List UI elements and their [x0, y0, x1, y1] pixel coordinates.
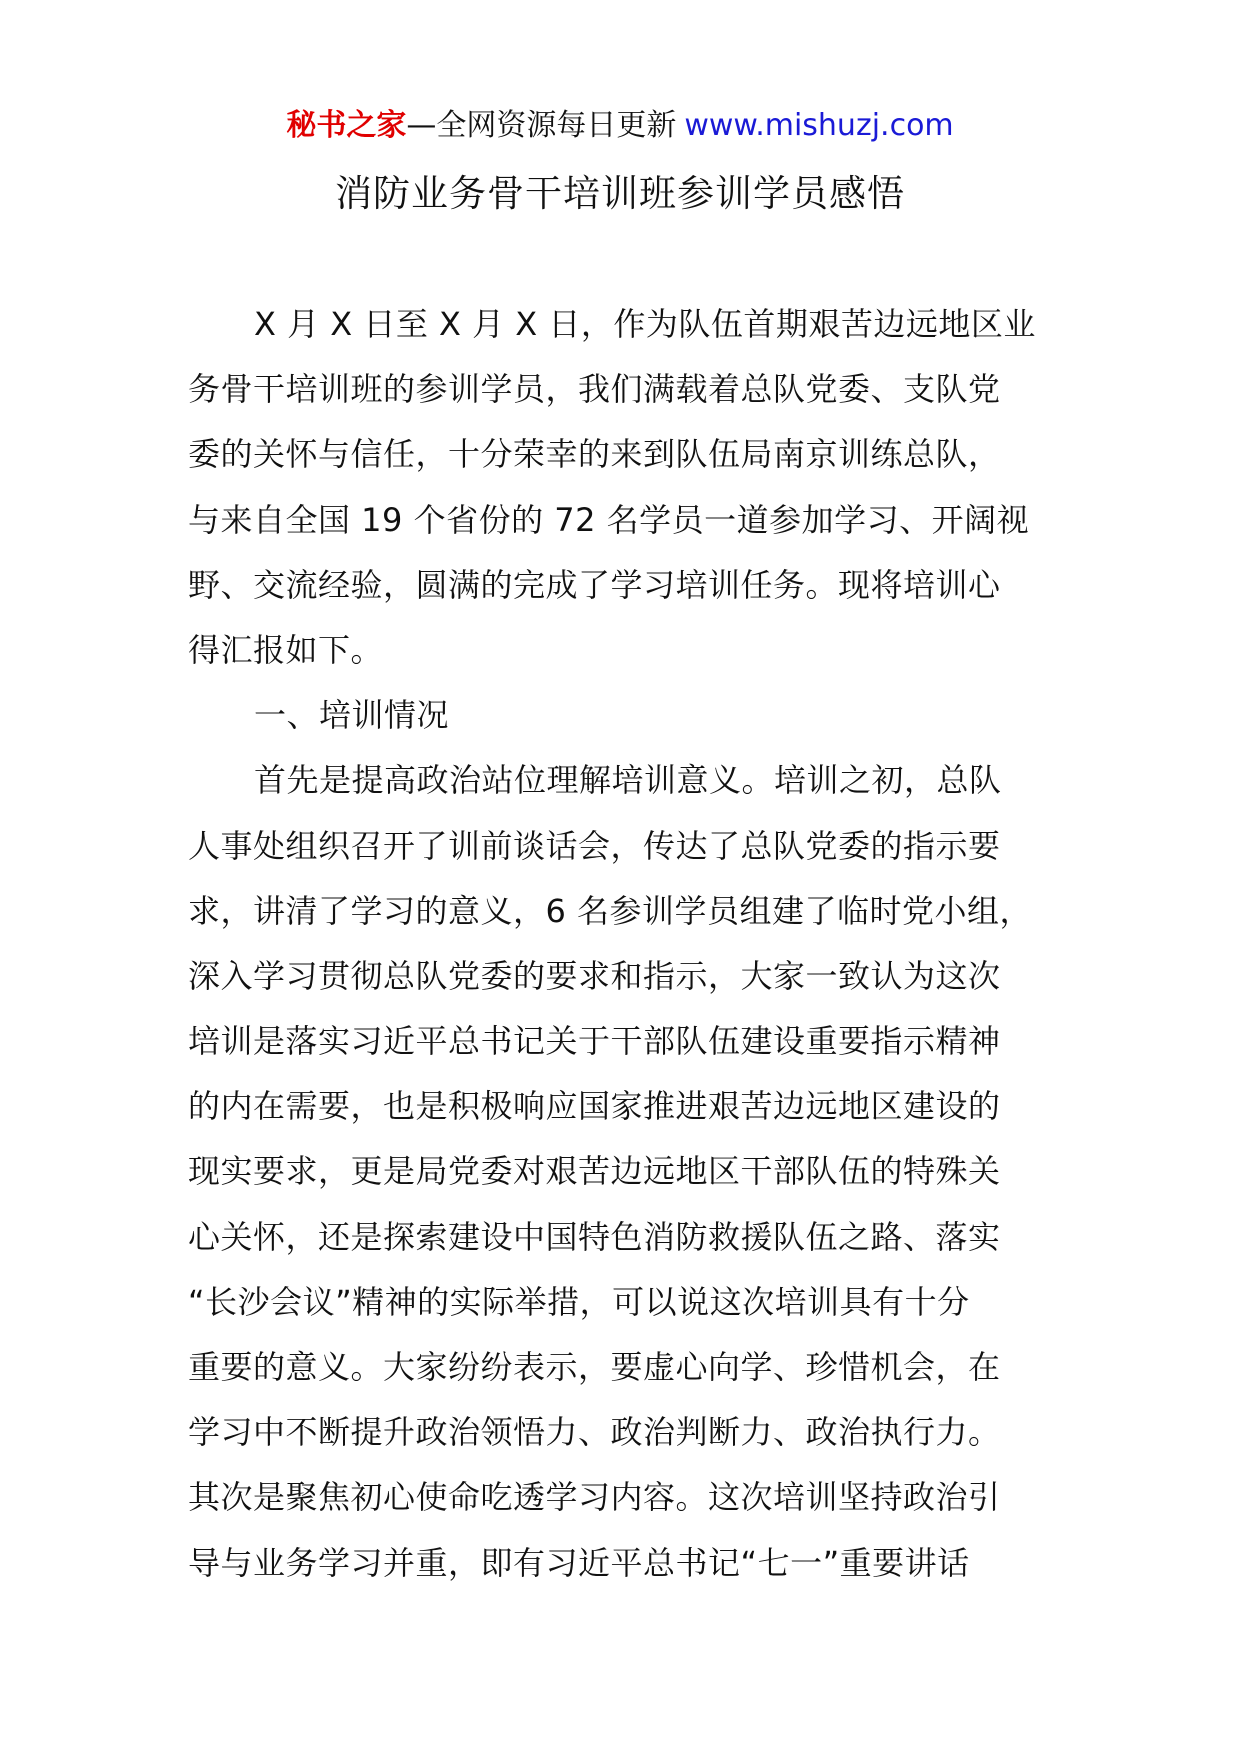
body-line: 委的关怀与信任，十分荣幸的来到队伍局南京训练总队，: [188, 435, 1001, 474]
brand-name: 秘书之家: [286, 108, 407, 143]
site-slogan: —全网资源每日更新: [406, 108, 677, 143]
body-line: 其次是聚焦初心使命吃透学习内容。这次培训坚持政治引: [188, 1478, 1001, 1517]
body-line: 深入学习贯彻总队党委的要求和指示，大家一致认为这次: [188, 956, 1001, 995]
body-line: 心关怀，还是探索建设中国特色消防救援队伍之路、落实: [188, 1217, 1001, 1256]
body-line: 人事处组织召开了训前谈话会，传达了总队党委的指示要: [188, 826, 1001, 865]
body-line: 的内在需要，也是积极响应国家推进艰苦边远地区建设的: [188, 1087, 1001, 1126]
body-line: 导与业务学习并重，即有习近平总书记“七一”重要讲话: [188, 1543, 970, 1582]
site-url-link[interactable]: www.mishuzj.com: [684, 108, 954, 143]
body-line: 与来自全国 19 个省份的 72 名学员一道参加学习、开阔视: [188, 500, 1030, 539]
body-line: 首先是提高政治站位理解培训意义。培训之初，总队: [254, 761, 1002, 800]
section-heading: 一、培训情况: [254, 696, 450, 735]
body-line: X 月 X 日至 X 月 X 日，作为队伍首期艰苦边远地区业: [254, 305, 1036, 343]
site-header: [0, 104, 1240, 148]
body-line: “长沙会议”精神的实际举措，可以说这次培训具有十分: [188, 1282, 970, 1321]
body-line: 学习中不断提升政治领悟力、政治判断力、政治执行力。: [188, 1413, 1001, 1452]
body-line: 求，讲清了学习的意义，6 名参训学员组建了临时党小组，: [188, 891, 1033, 930]
document-body: [188, 292, 1056, 1596]
body-line: 现实要求，更是局党委对艰苦边远地区干部队伍的特殊关: [188, 1152, 1001, 1191]
body-line: 务骨干培训班的参训学员，我们满载着总队党委、支队党: [188, 370, 1001, 409]
body-line: 重要的意义。大家纷纷表示，要虚心向学、珍惜机会，在: [188, 1348, 1001, 1386]
body-line: 野、交流经验，圆满的完成了学习培训任务。现将培训心: [188, 565, 1001, 604]
body-line: 培训是落实习近平总书记关于干部队伍建设重要指示精神: [188, 1022, 1001, 1061]
body-line: 得汇报如下。: [188, 630, 384, 669]
document-title: 消防业务骨干培训班参训学员感悟: [335, 172, 905, 215]
